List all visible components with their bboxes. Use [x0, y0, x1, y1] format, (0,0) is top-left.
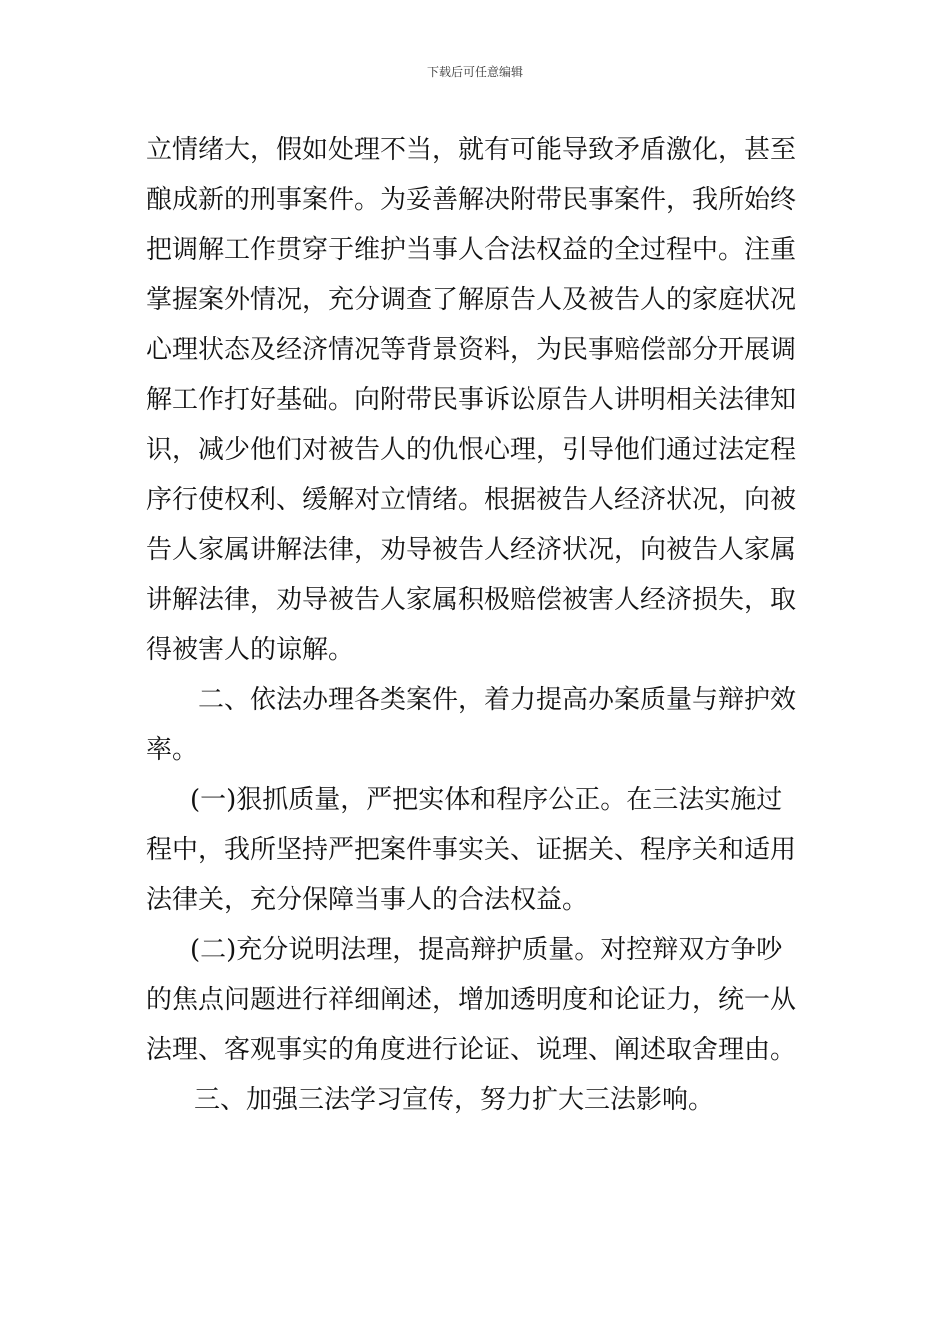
subsection-line: (二)充分说明法理，提高辩护质量。对控辩双方争吵	[190, 935, 783, 965]
section-heading: 三、加强三法学习宣传，努力扩大三法影响。	[194, 1085, 715, 1115]
subsection-line: (一)狠抓质量，严把实体和程序公正。在三法实施过	[190, 785, 783, 815]
section-heading: 二、依法办理各类案件，着力提高办案质量与辩护效	[198, 685, 797, 715]
page-header-note: 下载后可任意编辑	[426, 65, 523, 79]
paragraph-line: 把调解工作贯穿于维护当事人合法权益的全过程中。注重	[146, 235, 797, 265]
paragraph-line: 告人家属讲解法律，劝导被告人经济状况，向被告人家属	[146, 535, 797, 565]
section-heading-continuation: 率。	[146, 735, 199, 765]
paragraph-line: 讲解法律，劝导被告人家属积极赔偿被害人经济损失，取	[146, 585, 797, 615]
paragraph-line: 心理状态及经济情况等背景资料，为民事赔偿部分开展调	[146, 335, 797, 365]
paragraph-line: 的焦点问题进行祥细阐述，增加透明度和论证力，统一从	[146, 985, 797, 1015]
paragraph-line: 法理、客观事实的角度进行论证、说理、阐述取舍理由。	[146, 1035, 797, 1065]
paragraph-line: 识，减少他们对被告人的仇恨心理，引导他们通过法定程	[146, 435, 797, 465]
paragraph-line: 解工作打好基础。向附带民事诉讼原告人讲明相关法律知	[146, 385, 797, 415]
paragraph-line: 酿成新的刑事案件。为妥善解决附带民事案件，我所始终	[146, 185, 797, 215]
paragraph-line: 掌握案外情况，充分调查了解原告人及被告人的家庭状况	[146, 285, 797, 315]
paragraph-line: 序行使权利、缓解对立情绪。根据被告人经济状况，向被	[146, 485, 797, 515]
paragraph-line: 立情绪大，假如处理不当，就有可能导致矛盾激化，甚至	[146, 135, 797, 165]
paragraph-line: 程中，我所坚持严把案件事实关、证据关、程序关和适用	[146, 835, 797, 865]
paragraph-line: 法律关，充分保障当事人的合法权益。	[146, 885, 589, 915]
paragraph-line: 得被害人的谅解。	[146, 635, 355, 665]
